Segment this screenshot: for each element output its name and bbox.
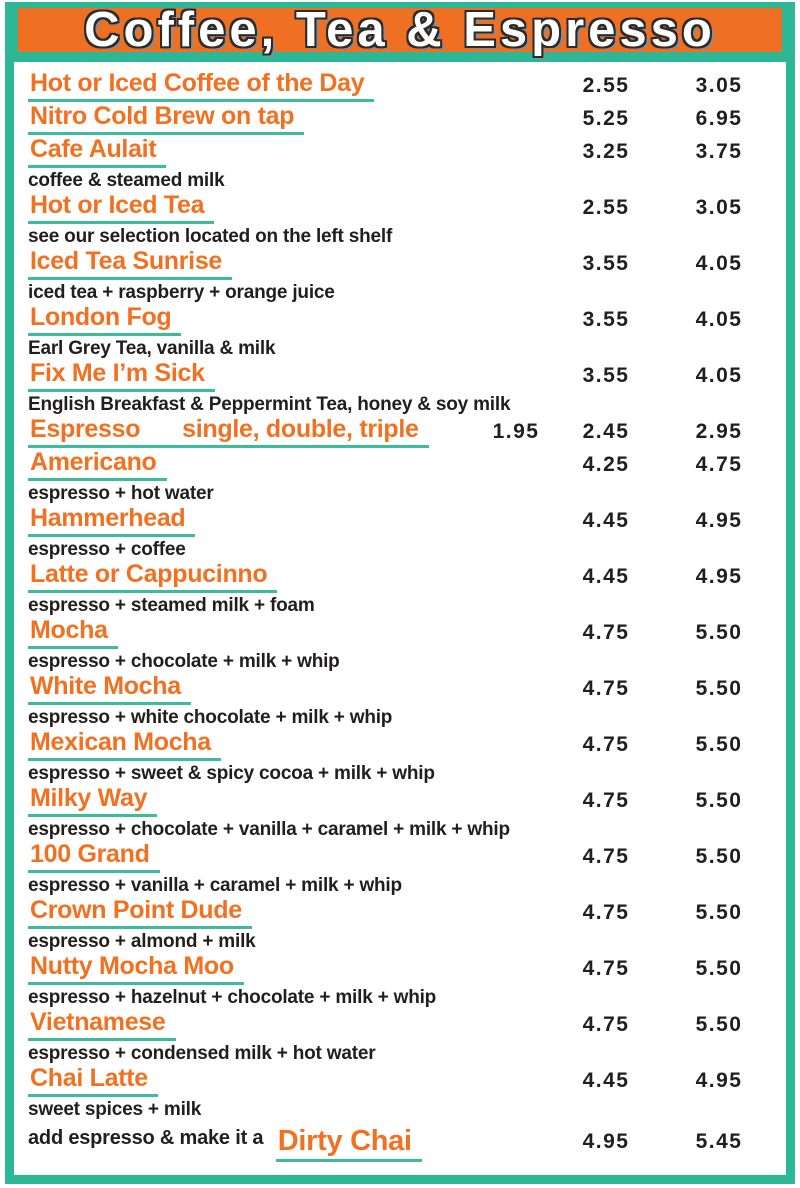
menu-item-row: [28, 841, 778, 896]
item-name-main: Espresso: [30, 415, 141, 443]
item-prices: [552, 1065, 778, 1094]
item-price-small: 4.75: [582, 1013, 630, 1036]
item-price-small: 4.45: [582, 565, 630, 588]
item-price-large: 4.05: [695, 252, 743, 275]
menu-item-row: [28, 248, 778, 303]
item-name: Cafe Aulait: [28, 136, 166, 168]
item-price-large: 6.95: [695, 107, 743, 130]
title-banner: [18, 3, 782, 57]
item-price-double: 2.45: [582, 420, 630, 443]
item-description: espresso + chocolate + vanilla + caramel + milk + whip: [28, 819, 510, 840]
item-price-large: 5.50: [695, 901, 743, 924]
item-price-small: 2.55: [582, 74, 630, 97]
item-name: Iced Tea Sunrise: [28, 248, 232, 280]
item-price-large: 4.05: [695, 364, 743, 387]
item-description: espresso + condensed milk + hot water: [28, 1043, 376, 1064]
item-price-large: 4.75: [695, 453, 743, 476]
item-description: espresso + coffee: [28, 539, 186, 560]
item-name: Hammerhead: [28, 505, 195, 537]
item-prices: [552, 304, 778, 333]
item-price-small: 5.25: [582, 107, 630, 130]
item-description: espresso + hazelnut + chocolate + milk + whip: [28, 987, 437, 1008]
item-prices: [552, 449, 778, 478]
menu-item-row: [28, 360, 778, 415]
item-description: espresso + almond + milk: [28, 931, 256, 952]
item-prices: [480, 416, 778, 445]
item-prices: [552, 617, 778, 646]
item-price-small: 4.75: [582, 621, 630, 644]
item-name: Mocha: [28, 617, 118, 649]
item-description: espresso + sweet & spicy cocoa + milk + whip: [28, 763, 435, 784]
item-price-small: 4.75: [582, 677, 630, 700]
menu-item-row: [28, 449, 778, 504]
item-prices: [552, 953, 778, 982]
item-price-large: 5.50: [695, 733, 743, 756]
item-name: White Mocha: [28, 673, 191, 705]
item-price-large: 5.50: [695, 621, 743, 644]
menu-item-row: [28, 561, 778, 616]
item-name: London Fog: [28, 304, 181, 336]
menu-item-row: [28, 897, 778, 952]
item-name: Chai Latte: [28, 1065, 158, 1097]
item-description: espresso + vanilla + caramel + milk + whip: [28, 875, 402, 896]
item-prices: [552, 505, 778, 534]
item-price-large: 3.75: [695, 140, 743, 163]
item-prices: [552, 673, 778, 702]
item-price-large: 4.05: [695, 308, 743, 331]
item-name: Hot or Iced Coffee of the Day: [28, 70, 374, 102]
item-description: Earl Grey Tea, vanilla & milk: [28, 338, 276, 359]
item-price-large: 5.50: [695, 845, 743, 868]
item-price-small: 3.55: [582, 308, 630, 331]
item-price-small: 4.75: [582, 789, 630, 812]
menu-item-row: [28, 416, 778, 448]
menu-item-row: [28, 1065, 778, 1120]
menu-item-row: [28, 953, 778, 1008]
item-price-large: 4.95: [695, 565, 743, 588]
menu-item-row: [28, 505, 778, 560]
menu-item-row: [28, 617, 778, 672]
item-price-small: 4.45: [582, 509, 630, 532]
item-prices: [552, 561, 778, 590]
menu-item-row: [28, 192, 778, 247]
item-price-small: 4.75: [582, 901, 630, 924]
menu-item-row: [28, 785, 778, 840]
menu-item-row: [28, 1009, 778, 1064]
item-description: iced tea + raspberry + orange juice: [28, 282, 335, 303]
header-band: [14, 2, 786, 62]
menu-item-row: [28, 70, 778, 102]
item-price-large: 3.05: [695, 196, 743, 219]
item-name: Dirty Chai: [276, 1126, 422, 1162]
item-name: Milky Way: [28, 785, 157, 817]
item-name: Nitro Cold Brew on tap: [28, 103, 304, 135]
item-description: espresso + hot water: [28, 483, 214, 504]
item-prices: [552, 248, 778, 277]
item-price-small: 3.25: [582, 140, 630, 163]
menu-item-row: [28, 136, 778, 191]
item-prices: [552, 729, 778, 758]
item-prices: [552, 1009, 778, 1038]
page-title: Coffee, Tea & Espresso: [84, 3, 716, 57]
item-price-small: 2.55: [582, 196, 630, 219]
item-price-small: 4.95: [582, 1130, 630, 1153]
menu-sheet: [5, 2, 795, 1184]
dirty-chai-prefix: add espresso & make it a: [28, 1127, 264, 1149]
item-prices: [552, 1126, 778, 1155]
item-price-small: 3.55: [582, 252, 630, 275]
menu-item-row: [28, 304, 778, 359]
item-prices: [552, 897, 778, 926]
item-name: Hot or Iced Tea: [28, 192, 214, 224]
item-name: Mexican Mocha: [28, 729, 221, 761]
item-name: Americano: [28, 449, 167, 481]
item-price-small: 4.25: [582, 453, 630, 476]
item-description: sweet spices + milk: [28, 1099, 202, 1120]
item-price-small: 4.75: [582, 957, 630, 980]
item-price-small: 4.75: [582, 845, 630, 868]
item-prices: [552, 103, 778, 132]
item-price-large: 4.95: [695, 1069, 743, 1092]
item-price-large: 5.45: [695, 1130, 743, 1153]
item-price-large: 3.05: [695, 74, 743, 97]
menu-content: [14, 62, 786, 1162]
item-price-large: 4.95: [695, 509, 743, 532]
item-name: Nutty Mocha Moo: [28, 953, 244, 985]
item-name: Latte or Cappucinno: [28, 561, 277, 593]
item-name: Vietnamese: [28, 1009, 176, 1041]
item-price-large: 5.50: [695, 677, 743, 700]
item-price-single: 1.95: [492, 420, 540, 443]
item-prices: [552, 841, 778, 870]
item-name: [28, 416, 429, 448]
item-description: espresso + white chocolate + milk + whip: [28, 707, 393, 728]
item-description: espresso + steamed milk + foam: [28, 595, 315, 616]
item-description: espresso + chocolate + milk + whip: [28, 651, 340, 672]
item-description: English Breakfast & Peppermint Tea, honey & soy milk: [28, 394, 511, 415]
item-prices: [552, 360, 778, 389]
item-prices: [552, 192, 778, 221]
item-price-small: 4.75: [582, 733, 630, 756]
item-description: see our selection located on the left shelf: [28, 226, 393, 247]
item-price-large: 5.50: [695, 1013, 743, 1036]
item-price-small: 3.55: [582, 364, 630, 387]
item-name: Crown Point Dude: [28, 897, 252, 929]
item-prices: [552, 136, 778, 165]
item-name: 100 Grand: [28, 841, 160, 873]
item-price-large: 5.50: [695, 957, 743, 980]
item-prices: [552, 785, 778, 814]
item-name: Fix Me I’m Sick: [28, 360, 215, 392]
dirty-chai-row: [28, 1126, 778, 1162]
item-prices: [552, 70, 778, 99]
item-price-small: 4.45: [582, 1069, 630, 1092]
item-price-triple: 2.95: [695, 420, 743, 443]
item-name-sizes: single, double, triple: [182, 415, 419, 443]
item-description: coffee & steamed milk: [28, 170, 225, 191]
menu-item-row: [28, 673, 778, 728]
menu-item-row: [28, 729, 778, 784]
menu-item-row: [28, 103, 778, 135]
item-price-large: 5.50: [695, 789, 743, 812]
